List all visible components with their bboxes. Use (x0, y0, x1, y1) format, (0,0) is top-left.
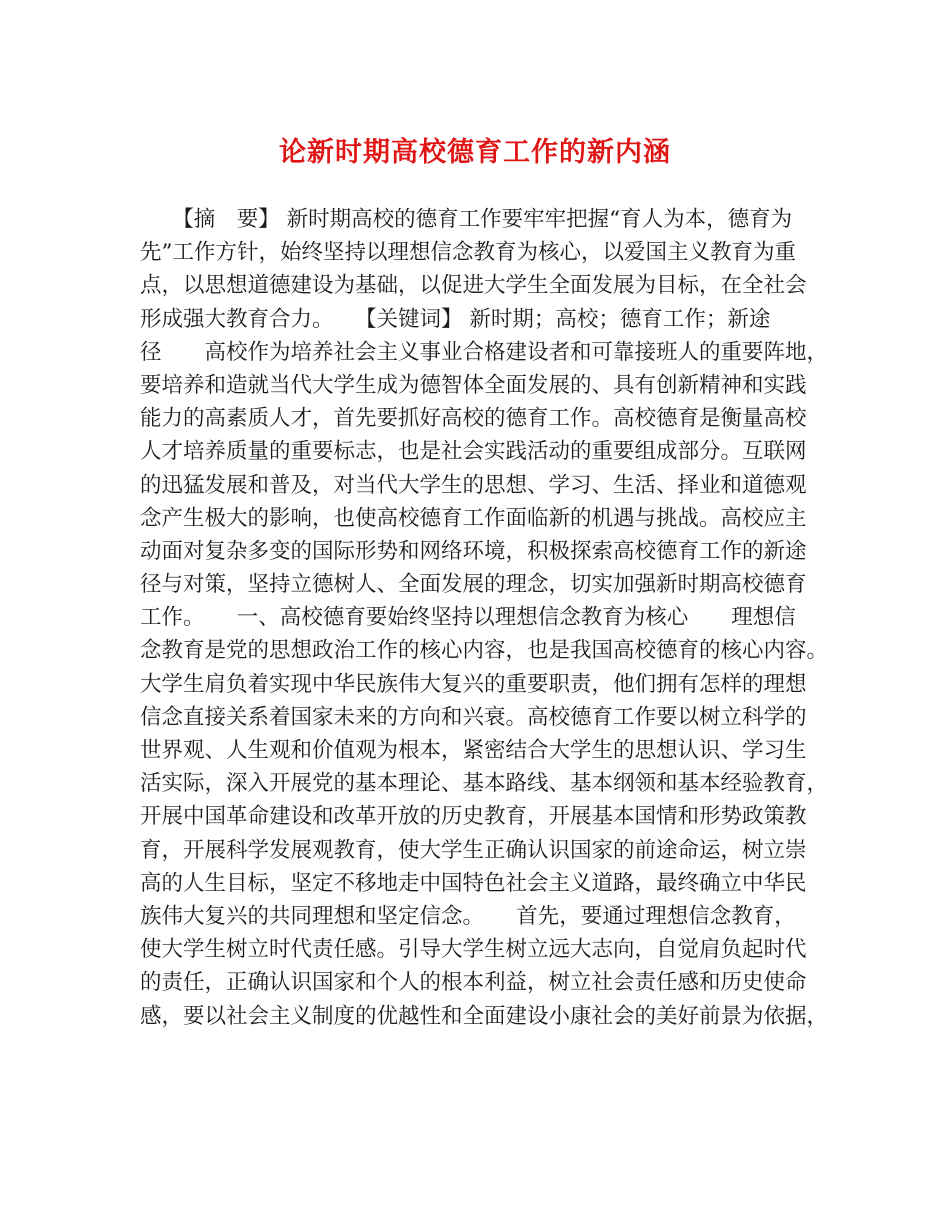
text-line: 先”工作方针，始终坚持以理想信念教育为核心，以爱国主义教育为重 (140, 240, 796, 266)
text-line: 动面对复杂多变的国际形势和网络环境，积极探索高校德育工作的新途 (140, 538, 807, 564)
text-line: 世界观、人生观和价值观为根本，紧密结合大学生的思想认识、学习生 (140, 738, 807, 763)
text-line: 径与对策，坚持立德树人、全面发展的理念，切实加强新时期高校德育 (140, 572, 807, 598)
text-line: 育，开展科学发展观教育，使大学生正确认识国家的前途命运，树立崇 (140, 837, 807, 863)
body-text (140, 203, 830, 1033)
text-line: 要培养和造就当代大学生成为德智体全面发展的、具有创新精神和实践 (140, 372, 807, 398)
text-line: 工作。 一、高校德育要始终坚持以理想信念教育为核心 理想信 (140, 605, 796, 631)
text-line: 开展中国革命建设和改革开放的历史教育，开展基本国情和形势政策教 (140, 804, 807, 830)
text-line: 点，以思想道德建设为基础，以促进大学生全面发展为目标，在全社会 (140, 273, 807, 299)
text-line: 能力的高素质人才，首先要抓好高校的德育工作。高校德育是衡量高校 (140, 406, 807, 432)
text-line: 人才培养质量的重要标志，也是社会实践活动的重要组成部分。互联网 (140, 439, 807, 465)
page-title: 论新时期高校德育工作的新内涵 (279, 137, 671, 168)
text-line: 高的人生目标，坚定不移地走中国特色社会主义道路，最终确立中华民 (140, 870, 807, 896)
text-line: 信念直接关系着国家未来的方向和兴衰。高校德育工作要以树立科学的 (140, 704, 807, 730)
text-line: 念产生极大的影响，也使高校德育工作面临新的机遇与挑战。高校应主 (140, 505, 807, 531)
text-line: 的责任，正确认识国家和个人的根本利益，树立社会责任感和历史使命 (140, 970, 807, 996)
text-line: 活实际，深入开展党的基本理论、基本路线、基本纲领和基本经验教育， (140, 771, 829, 797)
text-line: 大学生肩负着实现中华民族伟大复兴的重要职责，他们拥有怎样的理想 (140, 671, 807, 697)
text-line: 念教育是党的思想政治工作的核心内容，也是我国高校德育的核心内容。 (140, 638, 829, 664)
text-line: 形成强大教育合力。 【关键词】 新时期；高校；德育工作；新途 (140, 306, 771, 332)
text-line: 感，要以社会主义制度的优越性和全面建设小康社会的美好前景为依据， (140, 1003, 829, 1029)
text-line: 【摘 要】 新时期高校的德育工作要牢牢把握“育人为本，德育为 (140, 207, 793, 232)
text-line: 的迅猛发展和普及，对当代大学生的思想、学习、生活、择业和道德观 (140, 472, 807, 498)
text-line: 径 高校作为培养社会主义事业合格建设者和可靠接班人的重要阵地， (140, 339, 829, 365)
text-line: 族伟大复兴的共同理想和坚定信念。 首先，要通过理想信念教育， (140, 903, 796, 929)
text-line: 使大学生树立时代责任感。引导大学生树立远大志向，自觉肩负起时代 (140, 937, 807, 963)
